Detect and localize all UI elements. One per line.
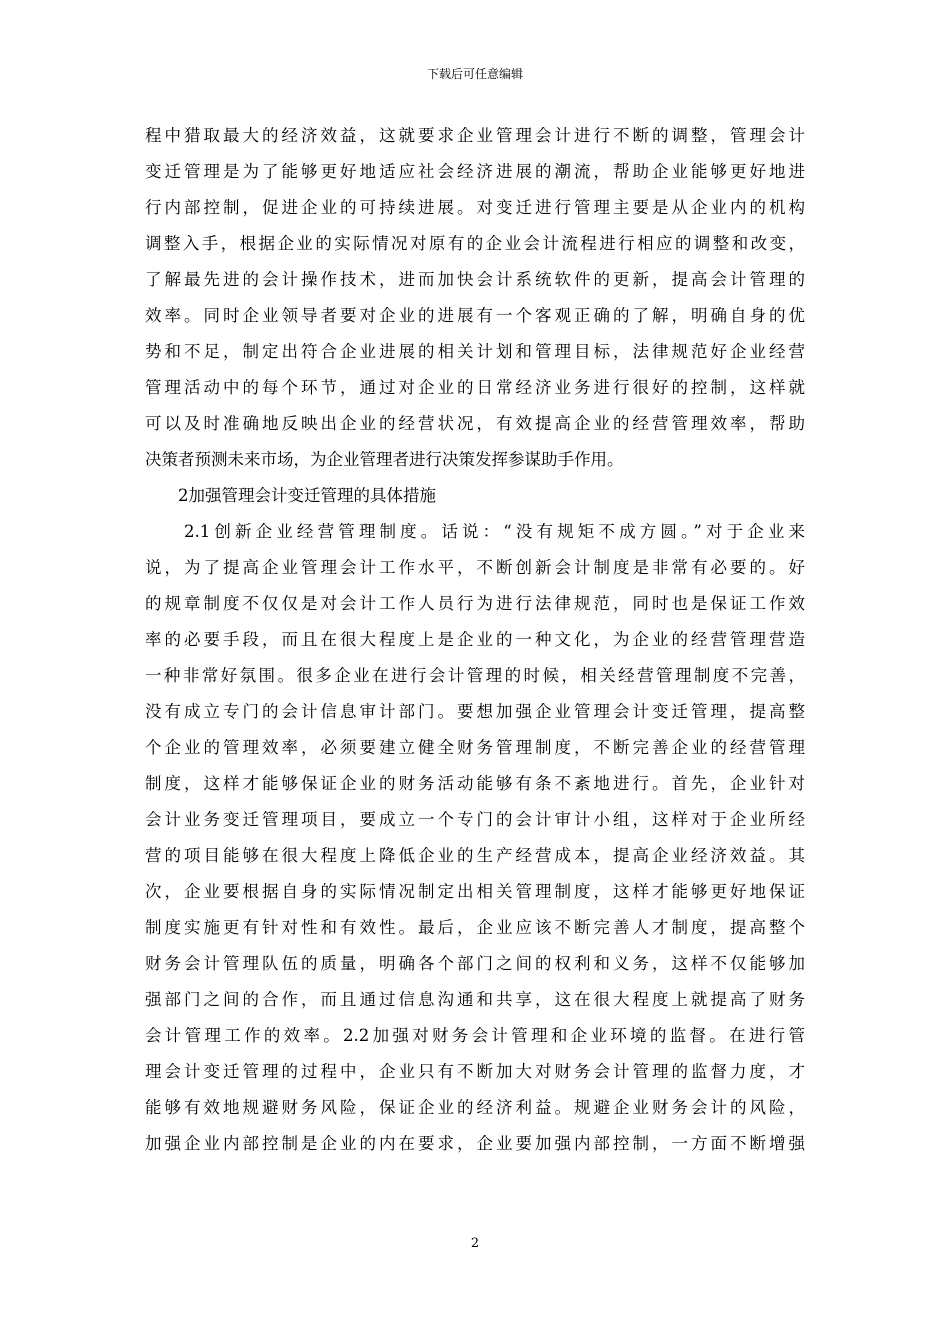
text-line: 调整入手，根据企业的实际情况对原有的企业会计流程进行相应的调整和改变，	[145, 234, 805, 253]
text-line: 制度，这样才能够保证企业的财务活动能够有条不紊地进行。首先，企业针对	[145, 774, 805, 793]
text-line: 次，企业要根据自身的实际情况制定出相关管理制度，这样才能够更好地保证	[145, 882, 805, 901]
text-line: 一种非常好氛围。很多企业在进行会计管理的时候，相关经营管理制度不完善，	[145, 666, 805, 685]
text-line: 率的必要手段，而且在很大程度上是企业的一种文化，为企业的经营管理营造	[145, 630, 805, 649]
text-line: 会计业务变迁管理项目，要成立一个专门的会计审计小组，这样对于企业所经	[145, 810, 805, 829]
text-line: 加强企业内部控制是企业的内在要求，企业要加强内部控制，一方面不断增强	[145, 1134, 805, 1153]
text-line: 程中猎取最大的经济效益，这就要求企业管理会计进行不断的调整，管理会计	[145, 126, 805, 145]
text-line: 说，为了提高企业管理会计工作水平，不断创新会计制度是非常有必要的。好	[145, 558, 805, 577]
text-line: 了解最先进的会计操作技术，进而加快会计系统软件的更新，提高会计管理的	[145, 270, 805, 289]
text-line: 行内部控制，促进企业的可持续进展。对变迁进行管理主要是从企业内的机构	[145, 198, 805, 217]
page-number: 2	[470, 1236, 480, 1251]
text-line: 没有成立专门的会计信息审计部门。要想加强企业管理会计变迁管理，提高整	[145, 702, 805, 721]
text-line: 个企业的管理效率，必须要建立健全财务管理制度，不断完善企业的经营管理	[145, 738, 805, 757]
text-line: 营的项目能够在很大程度上降低企业的生产经营成本，提高企业经济效益。其	[145, 846, 805, 865]
text-line: 2.1创新企业经营管理制度。话说：“没有规矩不成方圆。”对于企业来	[184, 522, 805, 541]
text-line: 效率。同时企业领导者要对企业的进展有一个客观正确的了解，明确自身的优	[145, 306, 805, 325]
text-line: 能够有效地规避财务风险，保证企业的经济利益。规避企业财务会计的风险，	[145, 1098, 805, 1117]
text-line: 强部门之间的合作，而且通过信息沟通和共享，这在很大程度上就提高了财务	[145, 990, 805, 1009]
document-body	[145, 118, 805, 1162]
text-line: 理会计变迁管理的过程中，企业只有不断加大对财务会计管理的监督力度，才	[145, 1062, 805, 1081]
page-header: 下载后可任意编辑	[426, 67, 523, 81]
text-line: 管理活动中的每个环节，通过对企业的日常经济业务进行很好的控制，这样就	[145, 378, 805, 397]
text-line: 制度实施更有针对性和有效性。最后，企业应该不断完善人才制度，提高整个	[145, 918, 805, 937]
text-line: 可以及时准确地反映出企业的经营状况，有效提高企业的经营管理效率，帮助	[145, 414, 805, 433]
section-heading: 2加强管理会计变迁管理的具体措施	[178, 486, 436, 505]
text-line: 会计管理工作的效率。2.2加强对财务会计管理和企业环境的监督。在进行管	[145, 1026, 805, 1045]
text-line: 财务会计管理队伍的质量，明确各个部门之间的权利和义务，这样不仅能够加	[145, 954, 805, 973]
text-line: 决策者预测未来市场，为企业管理者进行决策发挥参谋助手作用。	[145, 450, 624, 469]
text-line: 势和不足，制定出符合企业进展的相关计划和管理目标，法律规范好企业经营	[145, 342, 805, 361]
text-line: 的规章制度不仅仅是对会计工作人员行为进行法律规范，同时也是保证工作效	[145, 594, 805, 613]
text-line: 变迁管理是为了能够更好地适应社会经济进展的潮流，帮助企业能够更好地进	[145, 162, 805, 181]
